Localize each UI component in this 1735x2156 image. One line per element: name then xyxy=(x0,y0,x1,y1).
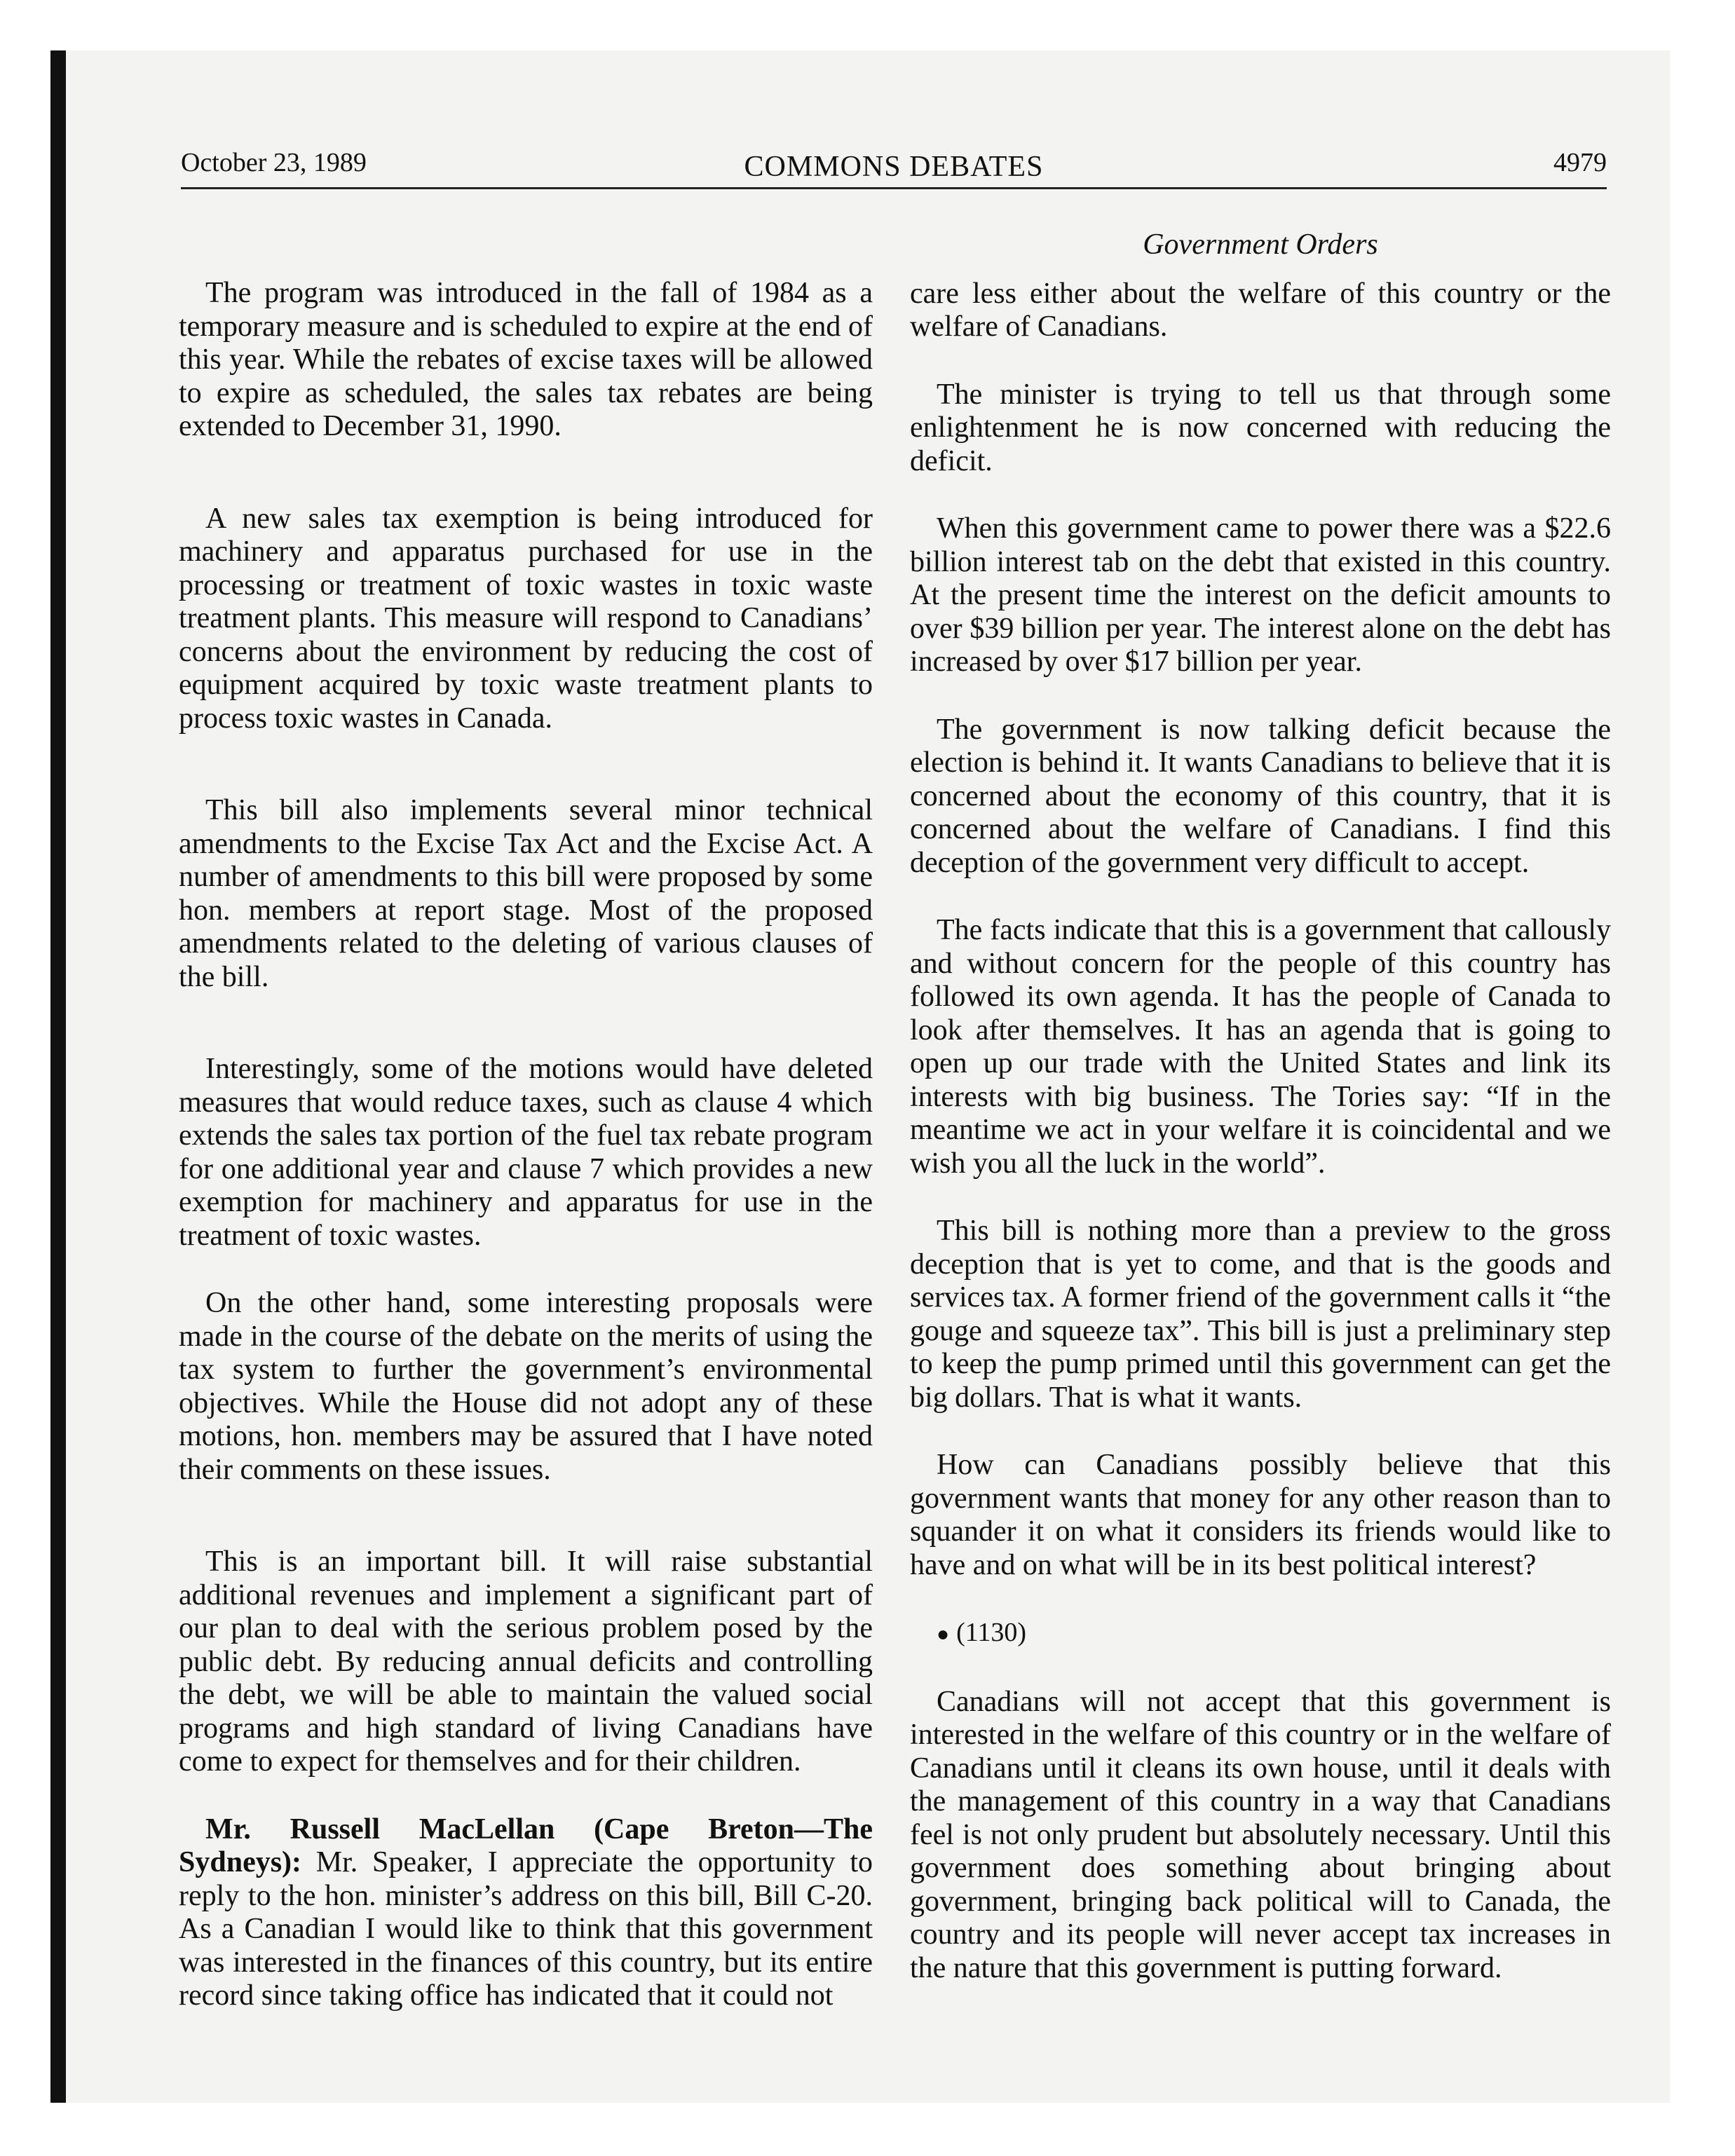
paragraph: On the other hand, some interesting proposals were made in the course of the debate on the merits of using the tax system to further the government’s environmental objectives. While the House did not adopt any of these motions, hon. members may be assured that I have noted their comments on these issues. xyxy=(179,1287,873,1486)
paragraph: When this government came to power there was a $22.6 billion interest tab on the debt that existed in this country. At the present time the interest on the deficit amounts to over $39 billion per year. The interest alone on the debt has increased by over $17 billion per year. xyxy=(910,512,1611,678)
page-header xyxy=(181,147,1607,191)
paragraph: How can Canadians possibly believe that this government wants that money for any other reason than to squander it on what it considers its friends would like to have and on what will be in its best political interest? xyxy=(910,1449,1611,1581)
timestamp-text: (1130) xyxy=(956,1618,1027,1647)
header-date: October 23, 1989 xyxy=(181,148,367,177)
paragraph: The program was introduced in the fall of 1984 as a temporary measure and is scheduled to expire at the end of this year. While the rebates of excise taxes will be allowed to expire as scheduled, the sales tax rebates are being extended to December 31, 1990. xyxy=(179,277,873,442)
paragraph: A new sales tax exemption is being introduced for machinery and apparatus purchased for use in the processing or treatment of toxic wastes in toxic waste treatment plants. This measure will respond to Canadians’ concerns about the environment by reducing the cost of equipment acquired by toxic waste treatment plants to process toxic wastes in Canada. xyxy=(179,502,873,735)
paragraph: This bill is nothing more than a preview to the gross deception that is yet to come, and that is the goods and services tax. A former friend of the government calls it “the gouge and squeeze tax”. This bill is just a preliminary step to keep the pump primed until this government can get the big dollars. That is what it wants. xyxy=(910,1215,1611,1414)
section-title: Government Orders xyxy=(1143,228,1378,261)
header-rule xyxy=(181,187,1607,189)
paragraph: The minister is trying to tell us that through some enlightenment he is now concerned with reducing the deficit. xyxy=(910,378,1611,477)
speaker-paragraph xyxy=(179,1813,873,2013)
left-column xyxy=(179,277,873,2072)
paragraph: The facts indicate that this is a government that callously and without concern for the people of this country has followed its own agenda. It has the people of Canada to look after themselves. It has an agenda that is going to open up our trade with the United States and link its interests with big business. The Tories say: “If in the meantime we act in your welfare it is coincidental and we wish you all the luck in the world”. xyxy=(910,914,1611,1180)
paragraph: Interestingly, some of the motions would have deleted measures that would reduce taxes, such as clause 4 which extends the sales tax portion of the fuel tax rebate program for one additional year and clause 7 which provides a new exemption for machinery and apparatus for use in the treatment of toxic wastes. xyxy=(179,1053,873,1252)
paragraph: This is an important bill. It will raise substantial additional revenues and implement a significant part of our plan to deal with the serious problem posed by the public debt. By reducing annual deficits and controlling the debt, we will be able to maintain the valued social programs and high standard of living Canadians have come to expect for themselves and for their children. xyxy=(179,1546,873,1778)
paragraph: This bill also implements several minor technical amendments to the Excise Tax Act and the Excise Act. A number of amendments to this bill were proposed by some hon. members at report stage. Most of the proposed amendments related to the deleting of various clauses of the bill. xyxy=(179,794,873,993)
bullet-icon: ● xyxy=(937,1623,950,1646)
scan-border xyxy=(50,50,66,2103)
header-page-number: 4979 xyxy=(1553,148,1607,177)
right-column xyxy=(910,228,1611,2019)
speech-text: Mr. Speaker, I appreciate the opportunity to reply to the hon. minister’s address on this bill, Bill C-20. As a Canadian I would like to think that this government was interested in the finances of this country, but its entire record since taking office has indicated that it could not xyxy=(179,1846,873,2012)
timestamp xyxy=(910,1616,1611,1651)
header-journal-title: COMMONS DEBATES xyxy=(744,151,1044,183)
paragraph: Canadians will not accept that this government is interested in the welfare of this country or in the welfare of Canadians until it cleans its own house, until it deals with the management of this country in a way that Canadians feel is not only prudent but absolutely necessary. Until this government does something about bringing about government, bringing back political will to Canada, the country and its people will never accept tax increases in the nature that this government is putting forward. xyxy=(910,1685,1611,1984)
paragraph: care less either about the welfare of this country or the welfare of Canadians. xyxy=(910,277,1611,343)
speaker-name: Mr. Russell MacLellan (Cape Breton—The Sydneys): xyxy=(179,1813,873,1878)
paragraph: The government is now talking deficit because the election is behind it. It wants Canadians to believe that it is concerned about the economy of this country, that it is concerned about the welfare of Canadians. I find this deception of the government very difficult to accept. xyxy=(910,713,1611,879)
